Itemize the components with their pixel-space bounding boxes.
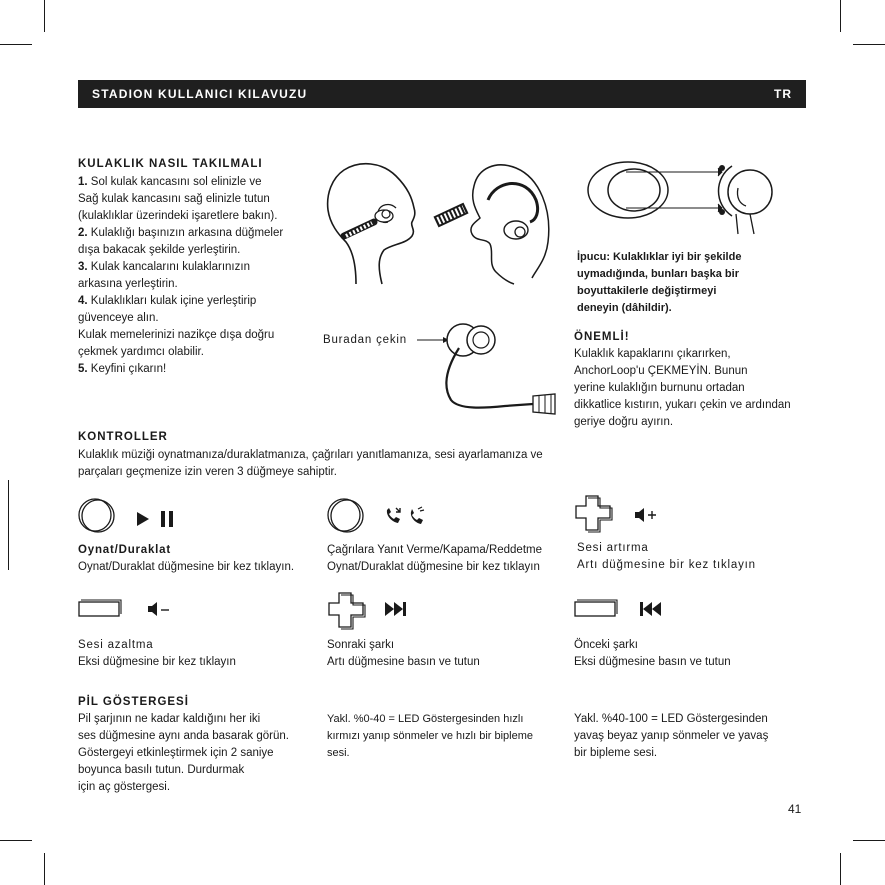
language-code: TR bbox=[774, 87, 792, 101]
controls-intro: Kulaklık müziği oynatmanıza/duraklatmanıza, çağrıları yanıtlamanıza, sesi ayarlamanıza ve parçaları geçmenize izin veren 3 düğmeye sahiptir. bbox=[78, 449, 543, 478]
head-wearing-earphones-illustration bbox=[326, 152, 436, 287]
control-calls: Çağrılara Yanıt Verme/Kapama/Reddetme Oynat/Duraklat düğmesine bir kez tıklayın bbox=[327, 544, 542, 573]
ear-with-earphone-illustration bbox=[436, 160, 556, 285]
control-volume-down: Sesi azaltma Eksi düğmesine bir kez tıklayın bbox=[78, 639, 236, 668]
important-text: Kulaklık kapaklarını çıkarırken, AnchorLoop'u ÇEKMEYİN. Bunun yerine kulaklığın burnunu ortadan dikkatlice kıstırın, yukarı çekin ve ardından geriye doğru ayırın. bbox=[574, 348, 791, 428]
control-previous-track: Önceki şarkı Eksi düğmesine basın ve tutun bbox=[574, 639, 731, 668]
earphone-removal-illustration bbox=[415, 320, 565, 420]
crop-mark bbox=[8, 480, 9, 570]
minus-button-icon bbox=[78, 598, 124, 620]
crop-mark bbox=[44, 853, 45, 885]
minus-button-icon bbox=[574, 598, 620, 620]
step-1: 1. Sol kulak kancasını sol elinizle ve bbox=[78, 176, 262, 188]
step-4: 4. Kulaklıkları kulak içine yerleştirip bbox=[78, 295, 257, 307]
step-5: 5. Keyfini çıkarın! bbox=[78, 363, 167, 375]
battery-instructions: Pil şarjının ne kadar kaldığını her iki ses düğmesine aynı anda basarak görün. Göstergeyi etkinleştirmek için 2 saniye boyunca basılı tutun. Durdurmak için aç göstergesi. bbox=[78, 713, 289, 793]
controls-title: KONTROLLER bbox=[78, 431, 168, 443]
manual-title: STADION KULLANICI KILAVUZU bbox=[92, 87, 308, 101]
play-pause-icon bbox=[135, 510, 177, 528]
plus-button-icon bbox=[327, 591, 367, 631]
step-3: 3. Kulak kancalarını kulaklarınızın bbox=[78, 261, 250, 273]
volume-down-icon bbox=[147, 601, 173, 617]
battery-title: PİL GÖSTERGESİ bbox=[78, 696, 189, 708]
crop-mark bbox=[0, 44, 32, 45]
center-button-icon bbox=[327, 498, 367, 534]
crop-mark bbox=[840, 0, 841, 32]
page-header bbox=[78, 80, 806, 108]
ear-tip-sizes-illustration bbox=[588, 158, 778, 238]
crop-mark bbox=[853, 840, 885, 841]
phone-answer-end-icon bbox=[384, 506, 426, 526]
control-volume-up: Sesi artırma Artı düğmesine bir kez tıklayın bbox=[577, 542, 756, 571]
crop-mark bbox=[44, 0, 45, 32]
control-next-track: Sonraki şarkı Artı düğmesine basın ve tutun bbox=[327, 639, 480, 668]
crop-mark bbox=[853, 44, 885, 45]
crop-mark bbox=[840, 853, 841, 885]
fit-steps: 1. Sol kulak kancasını sol elinizle ve Sağ kulak kancasını sağ elinizle tutun (kulaklıklar üzerindeki işaretlere bakın). 2. Kulaklığı başınızın arkasına düğmeler dışa bakacak şekilde yerleştirin. 3. Kulak kancalarını kulaklarınızın arkasına yerleştirin. 4. Kulaklıkları kulak içine yerleştirip güvenceye alın. Kulak memelerinizi nazikçe dışa doğru çekmek yardımcı olabilir. 5. Keyfini çıkarın! bbox=[78, 174, 328, 378]
important-title: ÖNEMLİ! bbox=[574, 331, 630, 343]
next-track-icon bbox=[384, 601, 408, 617]
pull-here-label: Buradan çekin bbox=[323, 334, 407, 346]
ear-tip-hint: İpucu: Kulaklıklar iyi bir şekilde uymadığında, bunları başka bir boyuttakilerle değiştirmeyi deneyin (dâhildir). bbox=[577, 251, 742, 314]
plus-button-icon bbox=[574, 494, 614, 534]
previous-track-icon bbox=[639, 601, 663, 617]
battery-high-description: Yakl. %40-100 = LED Göstergesinden yavaş beyaz yanıp sönmeler ve yavaş bir bipleme sesi. bbox=[574, 713, 769, 759]
volume-up-icon bbox=[634, 507, 660, 523]
fit-section-title: KULAKLIK NASIL TAKILMALI bbox=[78, 158, 263, 170]
control-play-pause: Oynat/Duraklat Oynat/Duraklat düğmesine bir kez tıklayın. bbox=[78, 544, 295, 573]
page-number: 41 bbox=[788, 802, 802, 816]
battery-low-description: Yakl. %0-40 = LED Göstergesinden hızlı kırmızı yanıp sönmeler ve hızlı bir bipleme sesi. bbox=[327, 713, 534, 759]
step-2: 2. Kulaklığı başınızın arkasına düğmeler bbox=[78, 227, 284, 239]
crop-mark bbox=[0, 840, 32, 841]
center-button-icon bbox=[78, 498, 118, 534]
